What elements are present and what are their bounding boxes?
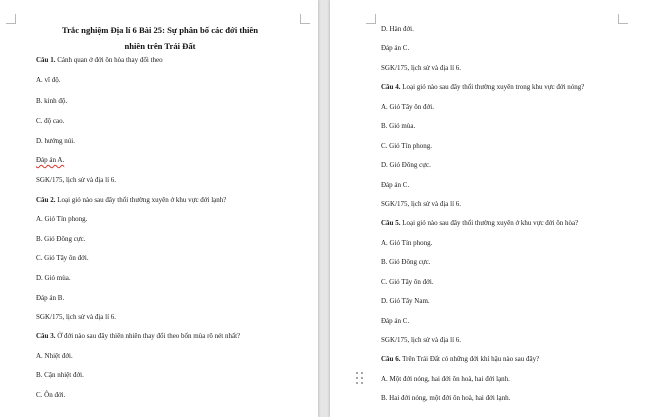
answer-option[interactable]: D. hướng núi. xyxy=(36,137,75,145)
answer-key[interactable]: Đáp án C. xyxy=(381,317,410,325)
answer-option[interactable]: C. Gió Tây ôn đới. xyxy=(36,254,89,262)
drag-handle-icon[interactable] xyxy=(356,372,364,384)
source-reference[interactable]: SGK/175, lịch sử và địa lí 6. xyxy=(36,313,117,321)
answer-option[interactable]: B. Hai đới nóng, một đới ôn hoà, hai đới lạnh. xyxy=(381,394,511,402)
document-page-right xyxy=(330,0,650,417)
question-line[interactable]: Câu 1. Cảnh quan ở đới ôn hòa thay đổi theo xyxy=(36,56,163,64)
page-corner-mark xyxy=(366,14,376,24)
answer-option[interactable]: B. Gió Đông cực. xyxy=(381,258,431,266)
answer-option[interactable]: A. Gió Tây ôn đới. xyxy=(381,103,434,111)
source-reference[interactable]: SGK/175, lịch sử và địa lí 6. xyxy=(381,200,462,208)
answer-option[interactable]: D. Gió mùa. xyxy=(36,274,71,282)
answer-option[interactable]: A. Một đới nóng, hai đới ôn hoà, hai đới lạnh. xyxy=(381,375,510,383)
answer-key[interactable]: Đáp án C. xyxy=(381,44,410,52)
answer-key[interactable]: Đáp án A. xyxy=(36,156,65,164)
answer-option[interactable]: C. độ cao. xyxy=(36,117,65,125)
question-line[interactable]: Câu 4. Loại gió nào sau đây thổi thường xuyên trong khu vực đới nóng? xyxy=(381,83,585,91)
source-reference[interactable]: SGK/175, lịch sử và địa lí 6. xyxy=(381,64,462,72)
source-reference[interactable]: SGK/175, lịch sử và địa lí 6. xyxy=(36,176,117,184)
answer-option[interactable]: C. Ôn đới. xyxy=(36,391,66,399)
answer-key[interactable]: Đáp án C. xyxy=(381,181,410,189)
answer-option[interactable]: C. Gió Tín phong. xyxy=(381,142,433,150)
source-reference[interactable]: SGK/175, lịch sử và địa lí 6. xyxy=(381,336,462,344)
page-corner-mark xyxy=(6,14,16,24)
page-corner-mark xyxy=(300,14,310,24)
answer-option[interactable]: A. Nhiệt đới. xyxy=(36,352,73,360)
answer-key[interactable]: Đáp án B. xyxy=(36,294,65,302)
answer-option[interactable]: B. Gió Đông cực. xyxy=(36,235,86,243)
answer-option[interactable]: B. Gió mùa. xyxy=(381,122,416,130)
answer-option[interactable]: B. kinh độ. xyxy=(36,97,68,105)
question-line[interactable]: Câu 3. Ở đới nào sau đây thiên nhiên thay đổi theo bốn mùa rõ nét nhất? xyxy=(36,332,241,340)
answer-option[interactable]: A. vĩ độ. xyxy=(36,76,61,84)
answer-option[interactable]: A. Gió Tín phong. xyxy=(36,215,88,223)
answer-option[interactable]: D. Gió Đông cực. xyxy=(381,161,431,169)
page-corner-mark xyxy=(618,14,628,24)
answer-option[interactable]: C. Gió Tây ôn đới. xyxy=(381,278,434,286)
question-line[interactable]: Câu 2. Loại gió nào sau đây thổi thường xuyên ở khu vực đới lạnh? xyxy=(36,196,227,204)
document-title-line-2: nhiên trên Trái Đất xyxy=(124,41,196,51)
document-title-line-1: Trắc nghiệm Địa lí 6 Bài 25: Sự phân bố các đới thiên xyxy=(62,25,258,35)
question-line[interactable]: Câu 6. Trên Trái Đất có những đới khí hậu nào sau đây? xyxy=(381,355,540,363)
answer-option[interactable]: A. Gió Tín phong. xyxy=(381,239,433,247)
answer-option[interactable]: D. Hàn đới. xyxy=(381,25,414,33)
answer-option[interactable]: B. Cận nhiệt đới. xyxy=(36,371,84,379)
answer-option[interactable]: D. Gió Tây Nam. xyxy=(381,297,430,305)
question-line[interactable]: Câu 5. Loại gió nào sau đây thổi thường xuyên ở khu vực đới ôn hòa? xyxy=(381,219,579,227)
document-page-left xyxy=(0,0,318,417)
